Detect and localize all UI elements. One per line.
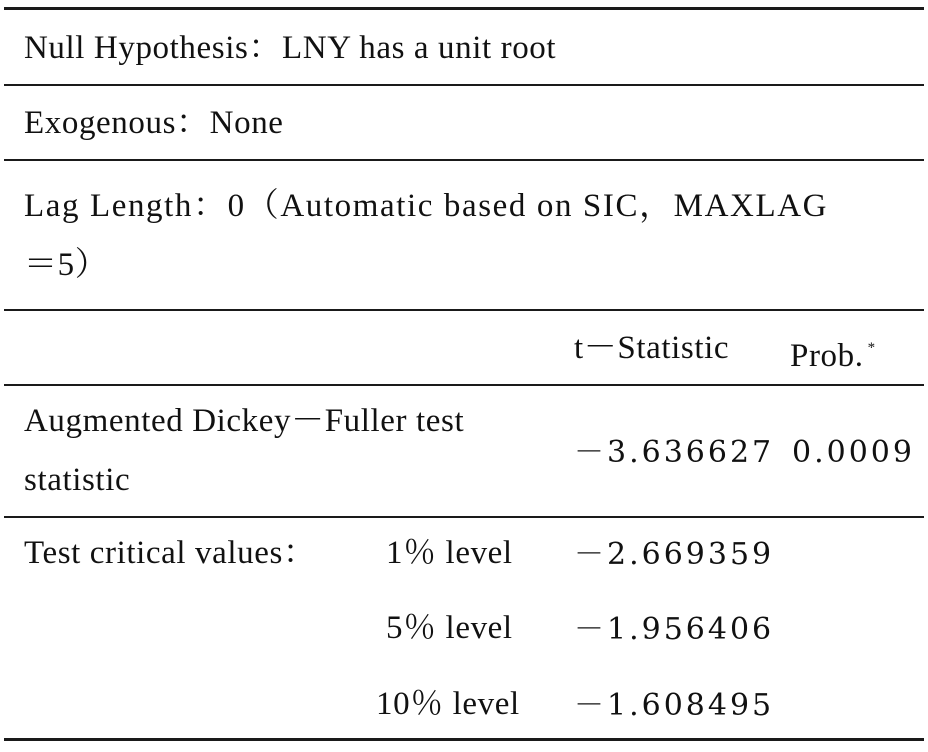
row-divider: [4, 159, 924, 161]
t-statistic-header: t－Statistic: [574, 330, 730, 366]
critical-value-5: －1.956406: [574, 612, 775, 647]
critical-level-10: 10％ level: [376, 686, 520, 722]
unit-root-test-table: [4, 7, 924, 745]
bottom-rule: [4, 738, 924, 741]
critical-level-1: 1％ level: [386, 535, 513, 571]
lag-length-line2: ＝5）: [24, 247, 109, 283]
row-divider: [4, 516, 924, 518]
adf-label-line1: Augmented Dickey－Fuller test: [24, 403, 465, 439]
prob-header: [790, 332, 876, 373]
adf-label-line2: statistic: [24, 462, 131, 498]
adf-t-statistic: －3.636627: [574, 435, 775, 470]
critical-value-10: －1.608495: [574, 688, 775, 723]
critical-level-5: 5％ level: [386, 610, 513, 646]
prob-header-asterisk: *: [867, 340, 876, 356]
critical-values-label: Test critical values：: [24, 535, 317, 571]
exogenous-value: None: [209, 105, 284, 141]
prob-header-label: Prob.: [790, 338, 864, 374]
row-divider: [4, 309, 924, 311]
lag-length-line1: Lag Length：0（Automatic based on SIC，MAXLAG: [24, 188, 829, 224]
critical-value-1: －2.669359: [574, 537, 775, 572]
null-hypothesis-row: [24, 32, 556, 65]
exogenous-label: Exogenous：: [24, 105, 210, 141]
exogenous-row: [24, 107, 284, 140]
row-divider: [4, 84, 924, 86]
top-rule: [4, 7, 924, 10]
null-hypothesis-label: Null Hypothesis：: [24, 30, 283, 66]
null-hypothesis-value: LNY has a unit root: [282, 30, 557, 66]
adf-prob: 0.0009: [792, 435, 915, 470]
row-divider: [4, 384, 924, 386]
